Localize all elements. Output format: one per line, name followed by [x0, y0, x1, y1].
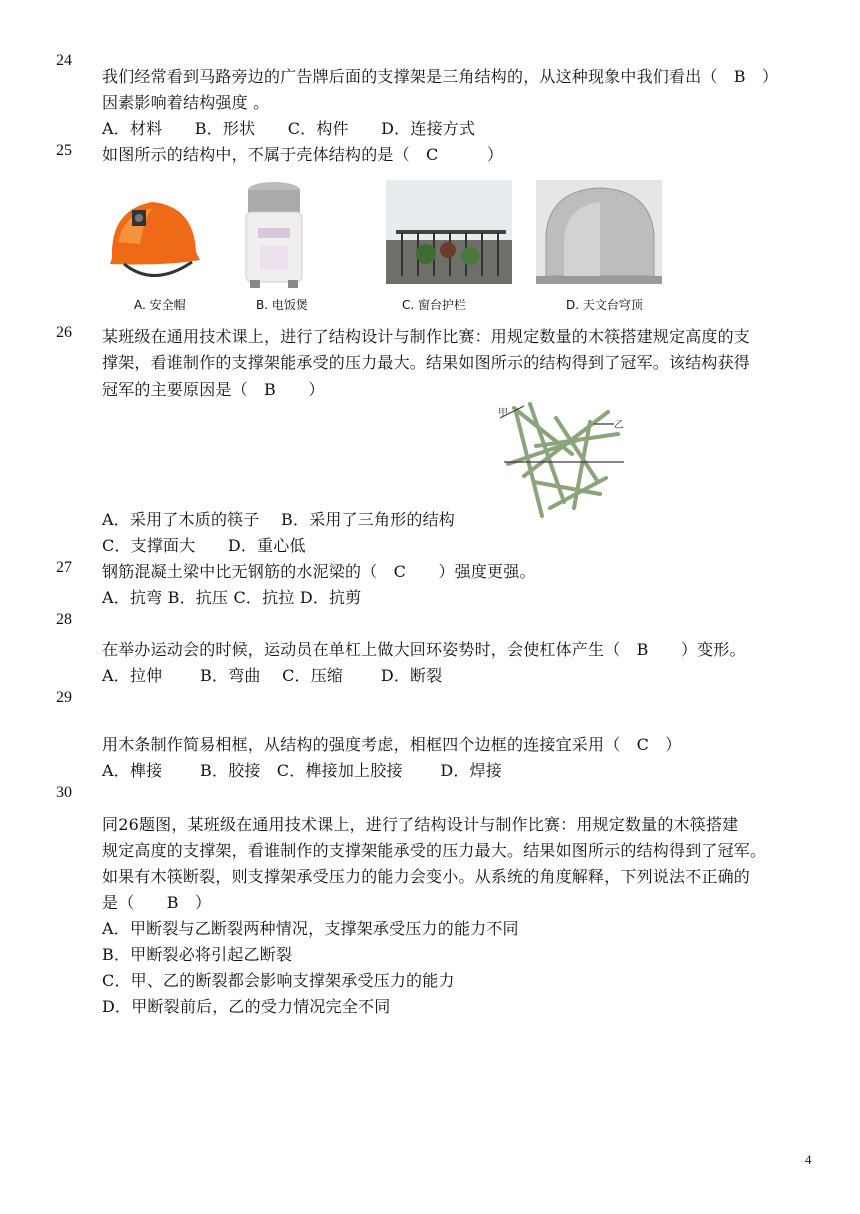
question-26-number: 26 — [56, 324, 72, 341]
question-27-text: 钢筋混凝土梁中比无钢筋的水泥梁的（ C ）强度更强。 — [102, 562, 536, 581]
question-29-number: 29 — [56, 689, 72, 706]
question-26-text-2: 撑架，看谁制作的支撑架能承受的压力最大。结果如图所示的结构得到了冠军。该结构获得 — [102, 353, 751, 372]
question-26-options-1: A．采用了木质的筷子 B．采用了三角形的结构 — [102, 510, 455, 529]
question-30-text-2: 规定高度的支撑架，看谁制作的支撑架能承受的压力最大。结果如图所示的结构得到了冠军。 — [102, 841, 767, 860]
question-26-text-3: 冠军的主要原因是（ B ） — [102, 380, 325, 399]
question-30-number: 30 — [56, 784, 72, 801]
question-30-text-1: 同26题图，某班级在通用技术课上，进行了结构设计与制作比赛：用规定数量的木筷搭建 — [102, 815, 739, 834]
image-caption-b: B. 电饭煲 — [256, 298, 308, 312]
helmet-image — [104, 180, 204, 288]
question-30-option-d: D．甲断裂前后，乙的受力情况完全不同 — [102, 997, 391, 1016]
rice-cooker-image — [240, 180, 308, 292]
question-30-option-a: A．甲断裂与乙断裂两种情况，支撑架承受压力的能力不同 — [102, 919, 519, 938]
question-25-number: 25 — [56, 142, 72, 159]
question-27-number: 27 — [56, 559, 72, 576]
question-28-options: A．拉伸 B．弯曲 C．压缩 D．断裂 — [102, 666, 443, 685]
image-caption-d: D. 天文台穹顶 — [566, 298, 643, 312]
question-28-text: 在举办运动会的时候，运动员在单杠上做大回环姿势时，会使杠体产生（ B ）变形。 — [102, 640, 746, 659]
question-24-text-2: 因素影响着结构强度 。 — [102, 93, 270, 112]
question-30-option-c: C．甲、乙的断裂都会影响支撑架承受压力的能力 — [102, 971, 455, 990]
question-30-text-4: 是（ B ） — [102, 893, 212, 912]
question-24-options: A．材料 B．形状 C．构件 D．连接方式 — [102, 119, 476, 138]
question-26-text-1: 某班级在通用技术课上，进行了结构设计与制作比赛：用规定数量的木筷搭建规定高度的支 — [102, 327, 751, 346]
page-number: 4 — [805, 1152, 812, 1167]
question-25-text: 如图所示的结构中，不属于壳体结构的是（ C ） — [102, 145, 504, 164]
question-30-text-3: 如果有木筷断裂，则支撑架承受压力的能力会变小。从系统的角度解释，下列说法不正确的 — [102, 867, 751, 886]
question-28-number: 28 — [56, 611, 72, 628]
observatory-dome-image — [536, 180, 662, 284]
question-30-option-b: B．甲断裂必将引起乙断裂 — [102, 945, 293, 964]
question-27-options: A．抗弯 B．抗压 C．抗拉 D．抗剪 — [102, 588, 362, 607]
chopstick-structure-figure — [494, 398, 630, 522]
image-caption-a: A. 安全帽 — [134, 298, 186, 312]
question-24-number: 24 — [56, 52, 72, 69]
figure-label-jia: 甲 — [498, 408, 508, 419]
figure-label-yi: 乙 — [614, 420, 624, 431]
question-26-options-2: C．支撑面大 D．重心低 — [102, 536, 306, 555]
window-railing-image — [386, 180, 512, 284]
question-29-options: A．榫接 B．胶接 C．榫接加上胶接 D．焊接 — [102, 761, 502, 780]
question-29-text: 用木条制作简易相框，从结构的强度考虑，相框四个边框的连接宜采用（ C ） — [102, 735, 682, 754]
image-caption-c: C. 窗台护栏 — [402, 298, 467, 312]
question-24-text-1: 我们经常看到马路旁边的广告牌后面的支撑架是三角结构的，从这种现象中我们看出（ B ） — [102, 67, 779, 86]
